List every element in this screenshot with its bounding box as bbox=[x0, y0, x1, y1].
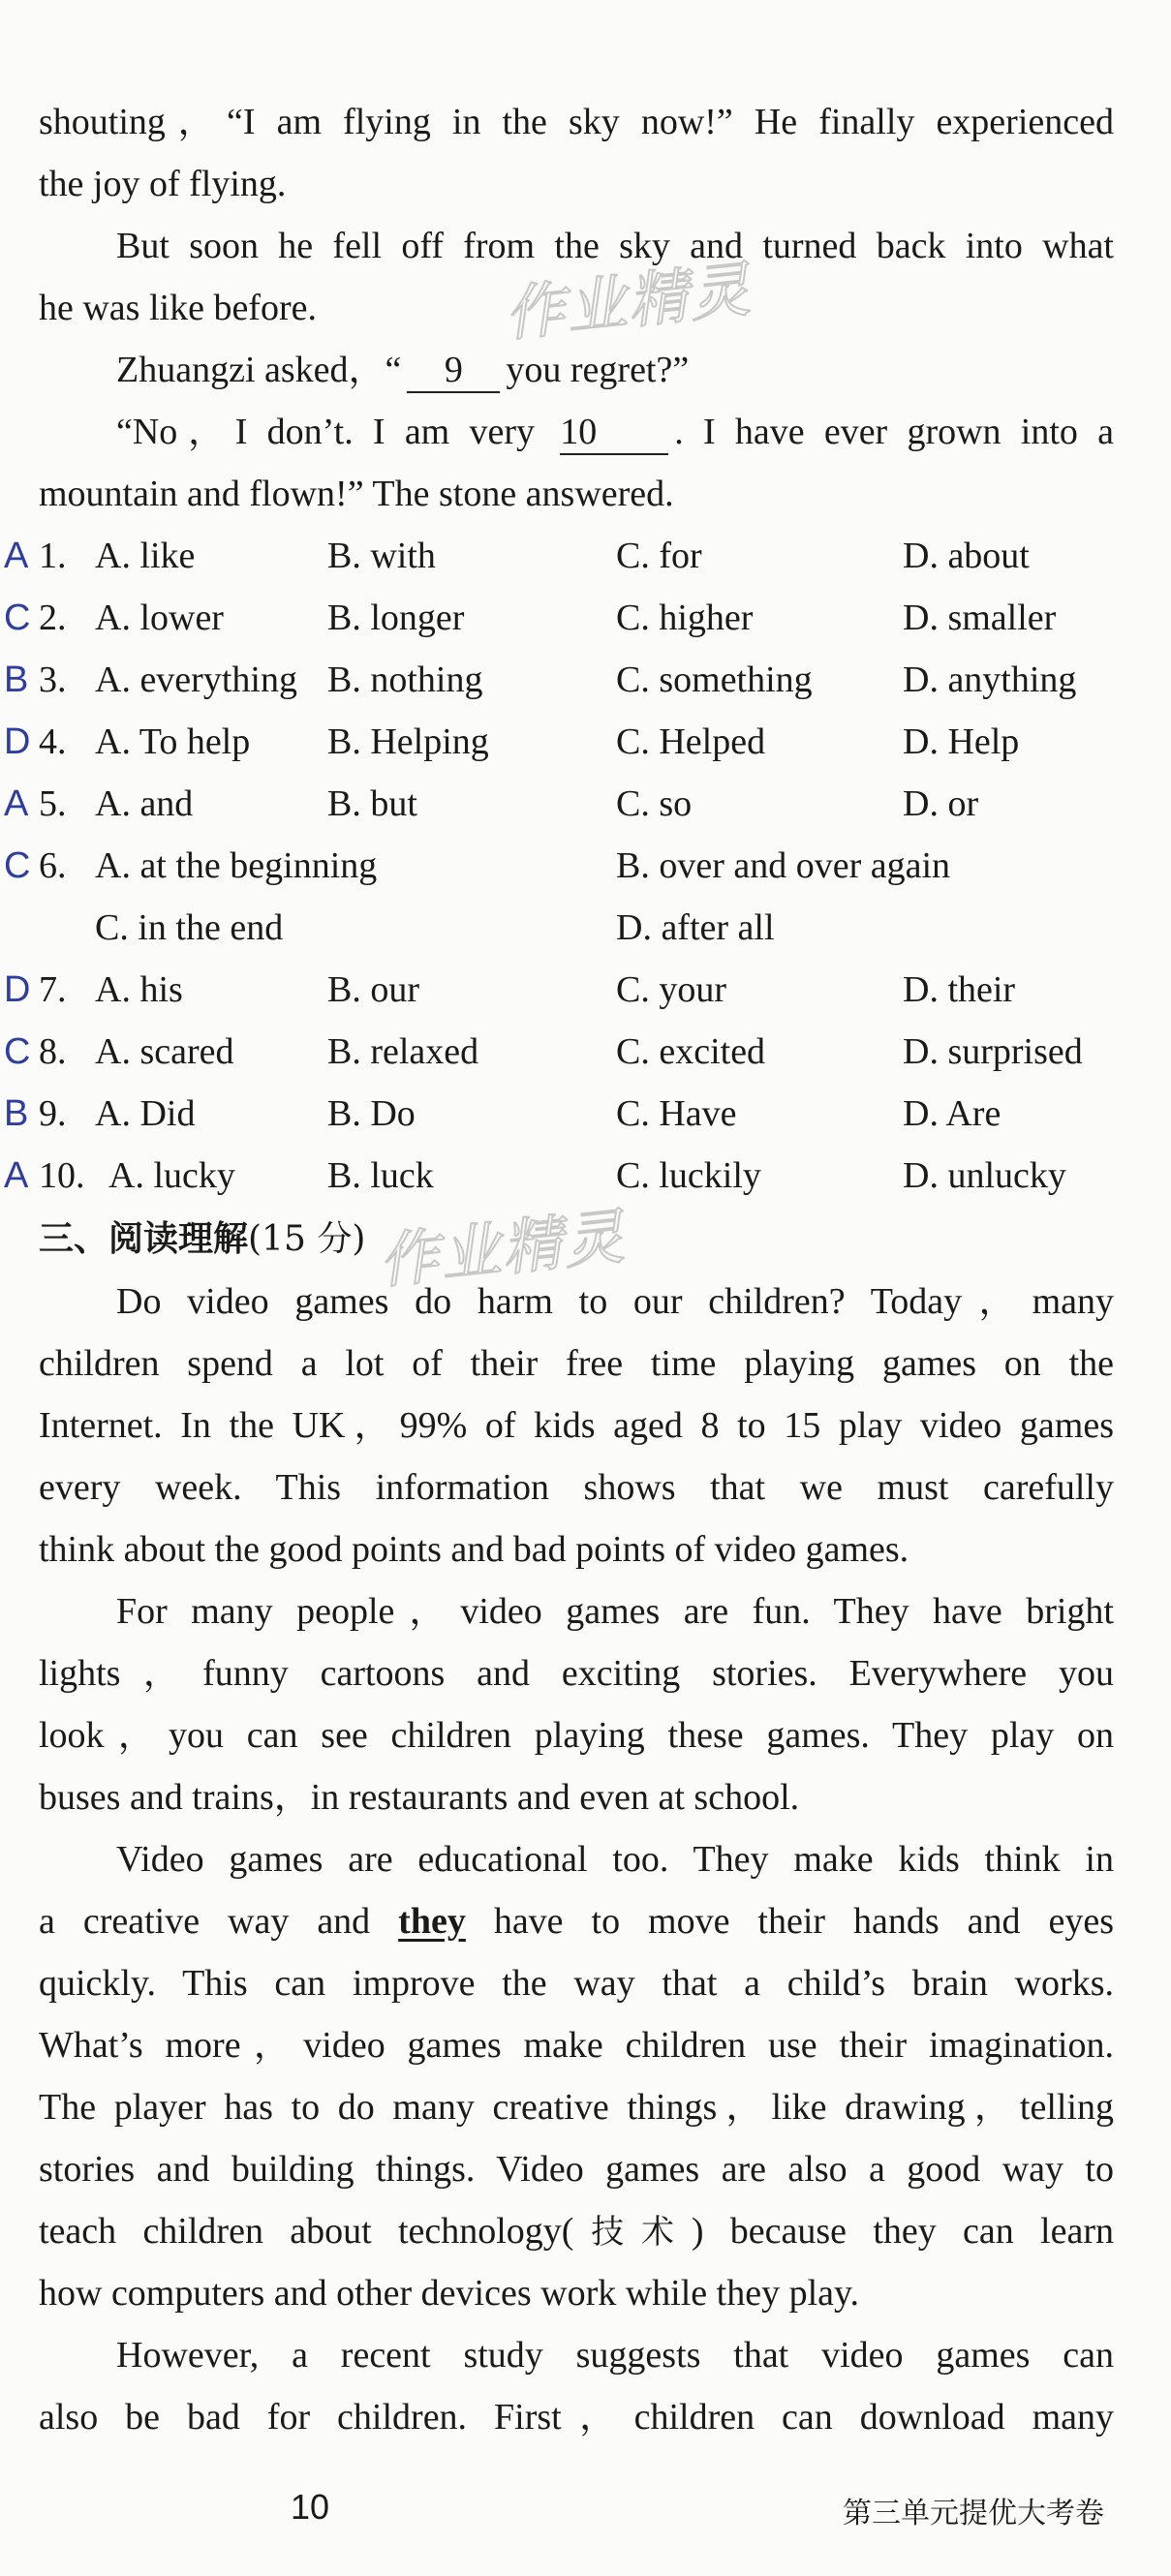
option-c: C. excited bbox=[616, 1031, 766, 1072]
answer-mark: A bbox=[4, 1155, 29, 1196]
section-heading bbox=[39, 1209, 365, 1271]
reading-line: children spend a lot of their free time playing games on the bbox=[39, 1343, 1114, 1384]
blank-10: 10 bbox=[560, 411, 668, 455]
option-b: B. but bbox=[327, 783, 417, 824]
reading-line bbox=[39, 1890, 1114, 1952]
section-score: (15 分) bbox=[248, 1219, 366, 1259]
question-number: 10. bbox=[39, 1155, 85, 1196]
option-c: C. so bbox=[616, 783, 693, 824]
option-a: A. his bbox=[95, 969, 183, 1010]
passage-text: “No，I don’t. I am very bbox=[116, 412, 535, 452]
answer-mark: C bbox=[4, 1031, 31, 1072]
option-a: A. lower bbox=[95, 598, 224, 638]
reading-text: ) because they can learn bbox=[691, 2211, 1114, 2252]
option-a: A. To help bbox=[95, 721, 251, 762]
watermark: 作业精灵 bbox=[501, 253, 755, 351]
option-d: D. about bbox=[903, 536, 1030, 576]
passage-text: . I have ever grown into a bbox=[674, 412, 1114, 452]
option-a: A. everything bbox=[95, 659, 297, 700]
option-d: D. Help bbox=[903, 721, 1020, 762]
option-a: A. scared bbox=[95, 1031, 234, 1072]
reading-line: Internet. In the UK，99% of kids aged 8 to 15 play video games bbox=[39, 1405, 1114, 1446]
option-d: D. anything bbox=[903, 659, 1077, 700]
passage-line bbox=[116, 339, 1114, 401]
reading-text: teach children about technology( bbox=[39, 2211, 574, 2252]
reading-line: Video games are educational too. They make kids think in bbox=[116, 1839, 1114, 1880]
option-c: C. luckily bbox=[616, 1155, 761, 1196]
option-d: D. Are bbox=[903, 1093, 1002, 1134]
reading-line: think about the good points and bad points of video games. bbox=[39, 1529, 909, 1570]
option-a: A. at the beginning bbox=[95, 845, 378, 886]
option-a: A. lucky bbox=[108, 1155, 235, 1196]
option-b: B. our bbox=[327, 969, 419, 1010]
footer-title: 第三单元提优大考卷 bbox=[843, 2497, 1104, 2530]
reading-line: quickly. This can improve the way that a child’s brain works. bbox=[39, 1963, 1114, 2004]
page-number: 10 bbox=[291, 2487, 330, 2527]
answer-mark: B bbox=[4, 1093, 29, 1134]
passage-text: you regret?” bbox=[506, 350, 690, 390]
question-number: 4. bbox=[39, 721, 67, 762]
reading-line: how computers and other devices work while they play. bbox=[39, 2273, 860, 2314]
answer-mark: D bbox=[4, 721, 31, 762]
reading-line: also be bad for children. First，children can download many bbox=[39, 2397, 1114, 2438]
option-c: C. your bbox=[616, 969, 726, 1010]
question-number: 3. bbox=[39, 659, 67, 700]
option-b: B. Do bbox=[327, 1093, 416, 1134]
option-d: D. or bbox=[903, 783, 979, 824]
chinese-gloss: 技术 bbox=[573, 2213, 692, 2252]
reading-line: stories and building things. Video games are also a good way to bbox=[39, 2149, 1114, 2190]
question-number: 8. bbox=[39, 1031, 67, 1072]
passage-text: Zhuangzi asked，“ bbox=[116, 350, 402, 390]
question-7 bbox=[0, 959, 1171, 1021]
answer-mark: C bbox=[4, 845, 31, 886]
option-d: D. their bbox=[903, 969, 1016, 1010]
reading-text: a creative way and bbox=[39, 1901, 371, 1942]
reading-line: What’s more，video games make children use their imagination. bbox=[39, 2025, 1114, 2066]
answer-mark: B bbox=[4, 659, 29, 700]
reading-line bbox=[39, 2200, 1114, 2263]
answer-mark: A bbox=[4, 783, 29, 824]
passage-line: mountain and flown!” The stone answered. bbox=[39, 474, 674, 514]
option-c: C. Helped bbox=[616, 721, 766, 762]
passage-line: the joy of flying. bbox=[39, 164, 287, 204]
question-9 bbox=[0, 1083, 1171, 1145]
reading-line: However, a recent study suggests that video games can bbox=[116, 2335, 1114, 2376]
question-4 bbox=[0, 711, 1171, 773]
reading-line: The player has to do many creative things，like drawing，telling bbox=[39, 2087, 1114, 2128]
question-number: 2. bbox=[39, 598, 67, 638]
question-number: 6. bbox=[39, 845, 67, 886]
option-c: C. for bbox=[616, 536, 702, 576]
question-6-cont bbox=[0, 897, 1171, 959]
reading-text: have to move their hands and eyes bbox=[493, 1901, 1115, 1942]
question-1 bbox=[0, 525, 1171, 587]
answer-mark: C bbox=[4, 598, 31, 638]
reading-line: Do video games do harm to our children? Today，many bbox=[116, 1281, 1114, 1322]
option-c: C. something bbox=[616, 659, 813, 700]
option-b: B. over and over again bbox=[616, 845, 951, 886]
option-b: B. luck bbox=[327, 1155, 434, 1196]
underlined-word: they bbox=[398, 1901, 466, 1942]
answer-mark: D bbox=[4, 969, 31, 1010]
watermark: 作业精灵 bbox=[375, 1200, 630, 1298]
question-number: 1. bbox=[39, 536, 67, 576]
question-3 bbox=[0, 649, 1171, 711]
passage-line bbox=[116, 401, 1114, 463]
question-8 bbox=[0, 1021, 1171, 1083]
option-c: C. Have bbox=[616, 1093, 737, 1134]
passage-line: shouting，“I am flying in the sky now!” He finally experienced bbox=[39, 102, 1114, 142]
reading-line: buses and trains，in restaurants and even at school. bbox=[39, 1777, 800, 1818]
question-2 bbox=[0, 587, 1171, 649]
option-c: C. in the end bbox=[95, 907, 284, 948]
option-a: A. Did bbox=[95, 1093, 196, 1134]
option-d: D. surprised bbox=[903, 1031, 1083, 1072]
reading-line: look，you can see children playing these games. They play on bbox=[39, 1715, 1114, 1756]
option-b: B. longer bbox=[327, 598, 465, 638]
option-b: B. Helping bbox=[327, 721, 489, 762]
option-d: D. unlucky bbox=[903, 1155, 1066, 1196]
option-a: A. like bbox=[95, 536, 196, 576]
question-number: 9. bbox=[39, 1093, 67, 1134]
option-c: C. higher bbox=[616, 598, 754, 638]
option-b: B. nothing bbox=[327, 659, 483, 700]
option-b: B. relaxed bbox=[327, 1031, 479, 1072]
option-d: D. smaller bbox=[903, 598, 1057, 638]
reading-line: lights，funny cartoons and exciting stories. Everywhere you bbox=[39, 1653, 1114, 1694]
question-number: 5. bbox=[39, 783, 67, 824]
option-a: A. and bbox=[95, 783, 194, 824]
question-5 bbox=[0, 773, 1171, 835]
question-6 bbox=[0, 835, 1171, 897]
passage-line: But soon he fell off from the sky and turned back into what bbox=[116, 226, 1114, 266]
reading-line: For many people，video games are fun. They have bright bbox=[116, 1591, 1114, 1632]
answer-mark: A bbox=[4, 536, 29, 576]
section-title: 三、阅读理解 bbox=[39, 1219, 249, 1259]
passage-line: he was like before. bbox=[39, 288, 317, 328]
option-d: D. after all bbox=[616, 907, 775, 948]
reading-line: every week. This information shows that we must carefully bbox=[39, 1467, 1114, 1508]
option-b: B. with bbox=[327, 536, 436, 576]
blank-9: 9 bbox=[407, 349, 500, 393]
question-number: 7. bbox=[39, 969, 67, 1010]
